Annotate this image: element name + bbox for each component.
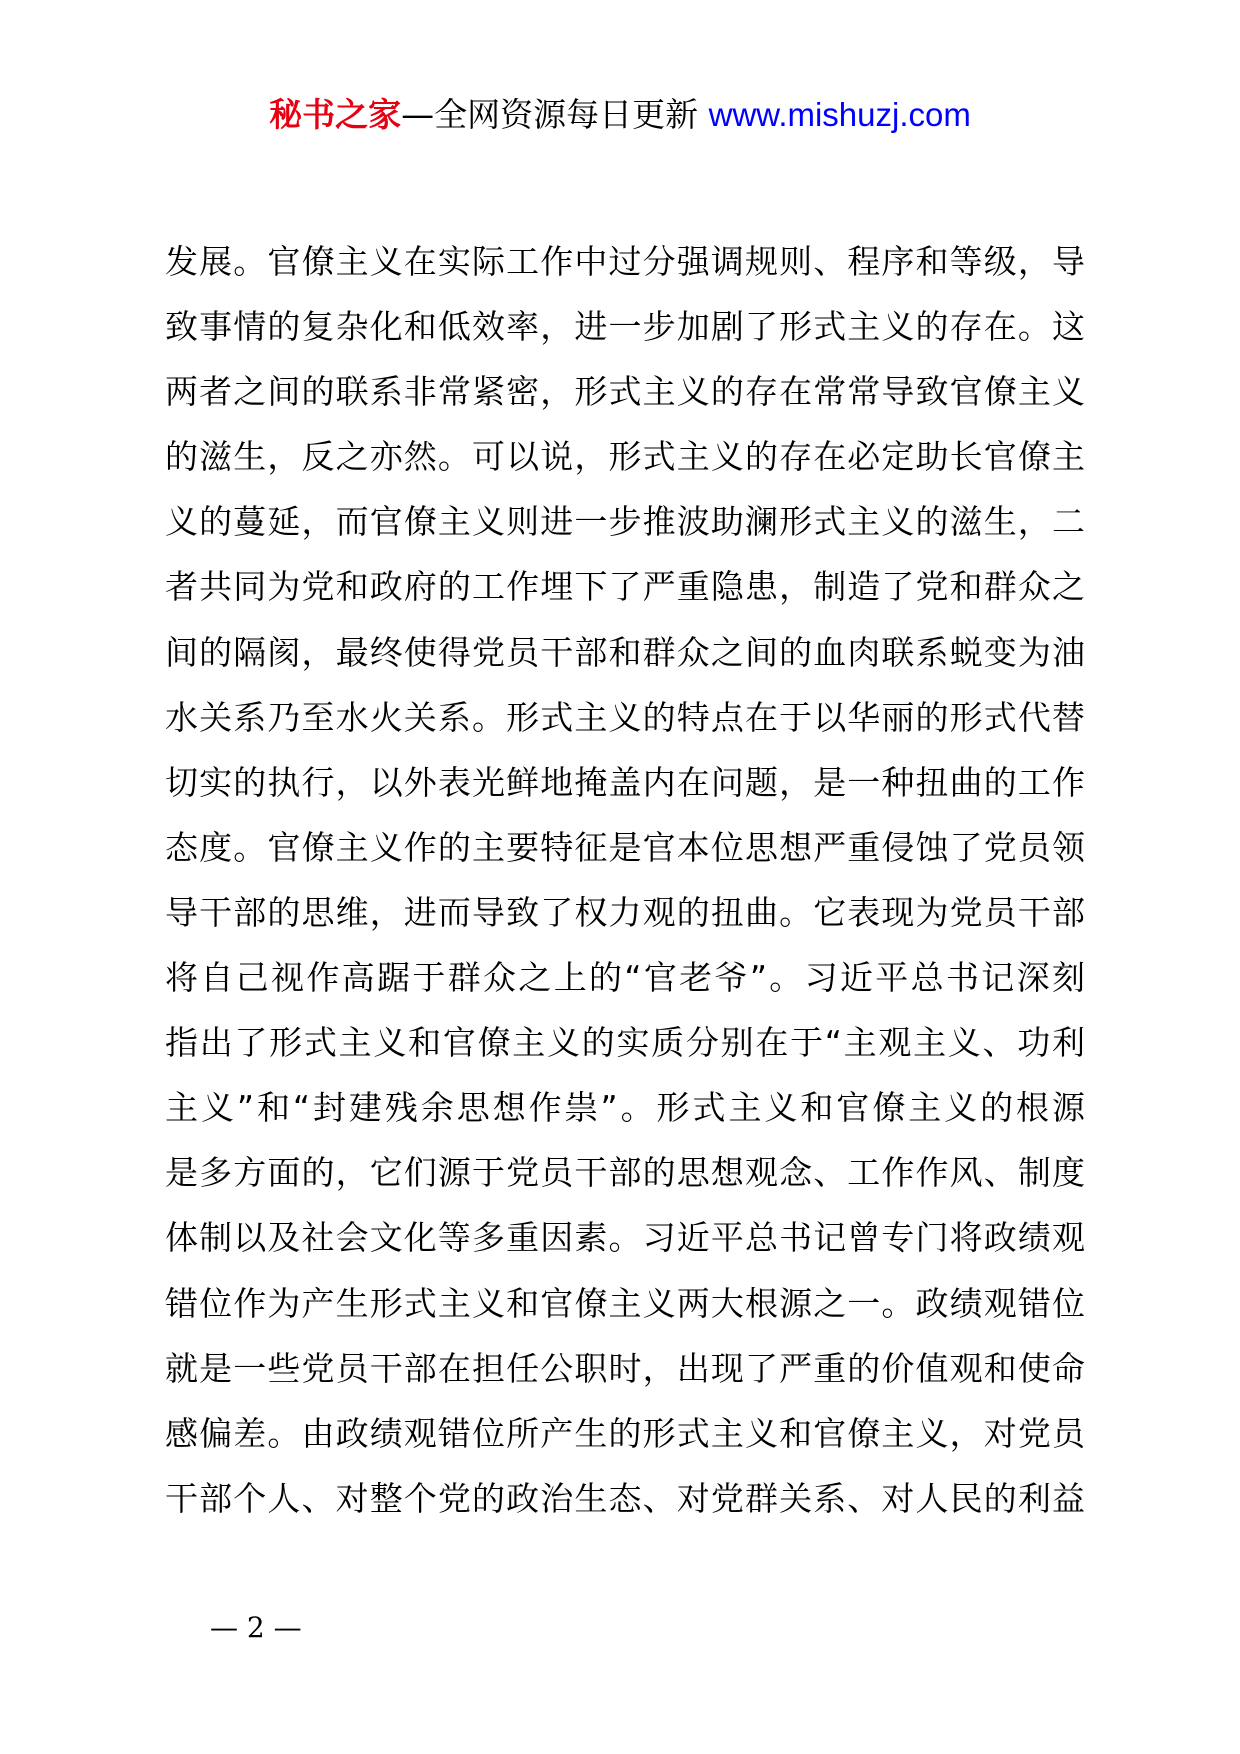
body-line: 错位作为产生形式主义和官僚主义两大根源之一。政绩观错位 [165, 1283, 1085, 1323]
header-brand: 秘书之家 [269, 95, 402, 134]
body-line: 将自己视作高踞于群众之上的“官老爷”。习近平总书记深刻 [165, 958, 1085, 998]
body-line: 导干部的思维，进而导致了权力观的扭曲。它表现为党员干部 [165, 892, 1085, 932]
body-line: 水关系乃至水火关系。形式主义的特点在于以华丽的形式代替 [165, 697, 1085, 737]
page-header [0, 92, 1240, 138]
document-body [165, 239, 1085, 1541]
body-line: 是多方面的，它们源于党员干部的思想观念、工作作风、制度 [165, 1153, 1085, 1193]
body-line: 切实的执行，以外表光鲜地掩盖内在问题，是一种扭曲的工作 [165, 762, 1085, 802]
body-line: 两者之间的联系非常紧密，形式主义的存在常常导致官僚主义 [165, 372, 1085, 412]
body-line: 义的蔓延，而官僚主义则进一步推波助澜形式主义的滋生，二 [165, 502, 1085, 542]
body-line: 主义”和“封建残余思想作祟”。形式主义和官僚主义的根源 [165, 1088, 1085, 1128]
header-slogan: —全网资源每日更新 [401, 95, 699, 134]
header-site-url[interactable]: www.mishuzj.com [708, 96, 971, 133]
body-line: 体制以及社会文化等多重因素。习近平总书记曾专门将政绩观 [165, 1218, 1085, 1258]
body-line: 就是一些党员干部在担任公职时，出现了严重的价值观和使命 [165, 1348, 1085, 1388]
body-line: 指出了形式主义和官僚主义的实质分别在于“主观主义、功利 [165, 1023, 1085, 1063]
body-line: 间的隔阂，最终使得党员干部和群众之间的血肉联系蜕变为油 [165, 632, 1085, 672]
body-line: 干部个人、对整个党的政治生态、对党群关系、对人民的利益 [165, 1478, 1085, 1518]
body-line: 态度。官僚主义作的主要特征是官本位思想严重侵蚀了党员领 [165, 827, 1085, 867]
body-line: 发展。官僚主义在实际工作中过分强调规则、程序和等级，导 [165, 242, 1085, 281]
body-line: 的滋生，反之亦然。可以说，形式主义的存在必定助长官僚主 [165, 437, 1085, 477]
page-number: — 2 — [210, 1611, 302, 1644]
body-line: 感偏差。由政绩观错位所产生的形式主义和官僚主义，对党员 [165, 1413, 1085, 1453]
body-line: 者共同为党和政府的工作埋下了严重隐患，制造了党和群众之 [165, 567, 1085, 607]
body-line: 致事情的复杂化和低效率，进一步加剧了形式主义的存在。这 [165, 307, 1085, 347]
